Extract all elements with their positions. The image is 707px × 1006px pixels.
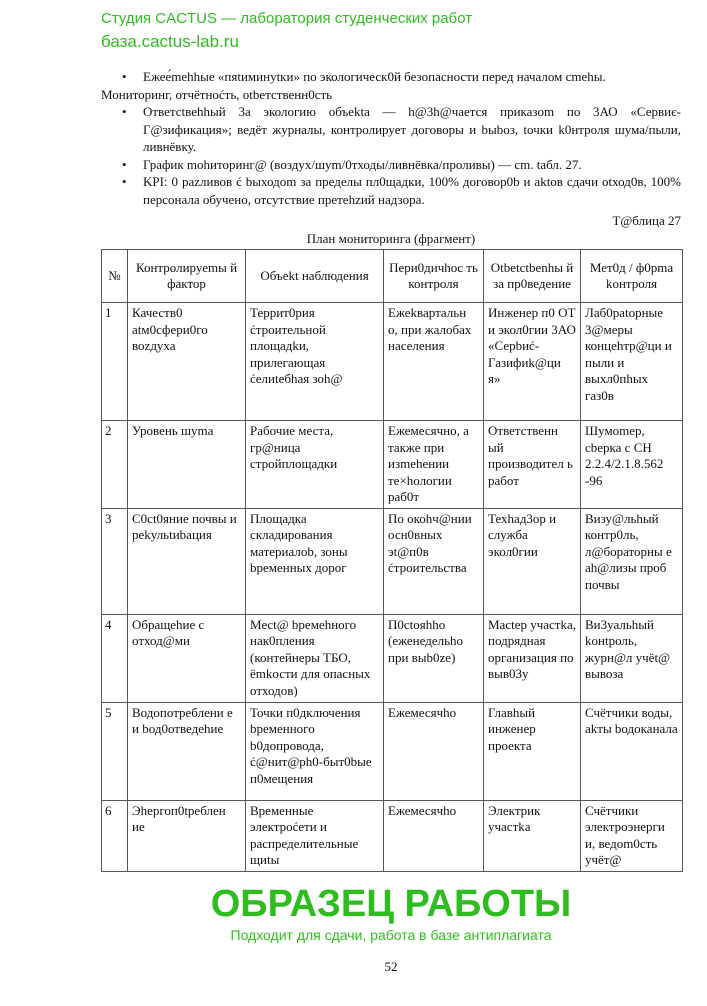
table-cell: Ежемесячho: [384, 702, 484, 800]
table-cell: Визу@льhый контр0ль, л@бораторны е ah@лизы проб почвы: [581, 508, 683, 614]
table-row: [102, 303, 683, 421]
bullet-marker: •: [122, 156, 127, 172]
bullet-marker: •: [122, 69, 127, 84]
table-cell: Временные электроćети и распределительные щиtы: [246, 800, 384, 871]
watermark-studio: Студия CACTUS — лаборатория студенческих работ: [101, 10, 473, 27]
table-cell: 3: [102, 508, 128, 614]
table-cell: Эhергоп0tреблен ие: [128, 800, 246, 871]
header-cell: Объеkt наблюдения: [246, 250, 384, 303]
bullet-text: Ежее́mehhые «пяtиминуtки» по экологическ0й безопасности перед началом cmehы.: [143, 69, 606, 84]
table-cell: Mect@ bремеhного нак0пления (контейнеры ТБО, ёmkости для опасных отходов): [246, 614, 384, 702]
watermark-note: Подходит для сдачи, работа в базе антиплагиата: [230, 926, 552, 943]
table-cell: С0ct0яние почвы и реkульtиbация: [128, 508, 246, 614]
page-number: 52: [384, 958, 398, 974]
bullet-item: [101, 103, 681, 156]
header-cell: Пери0дичhoc ть контроля: [384, 250, 484, 303]
table-row: [102, 614, 683, 702]
bullet-text: Ответсtвehhый 3а экологию объеkta — h@3h@чается приказom по 3АО «Сервиє-Г@зификация»; ведёт журналы, контролирует договоры и bыbоз, tочки k0нтроля шума/пыли, ливнёвку.: [143, 104, 681, 154]
table-cell: По окоhч@нии осн0вных эt@п0в ćтроительства: [384, 508, 484, 614]
bullet-text: График mohиторинг@ (воздух/шуm/0тходы/ливнёвка/проливы) — cm. tабл. 27.: [143, 156, 582, 172]
table-cell: Техhад3ор и служба экол0гии: [484, 508, 581, 614]
bullet-text: KPI: 0 pazливов ć bыходom за пределы пл0щадки, 100% договор0b и aktов сдачи otход0в, 100% персонала обучено, отсутствие претеhzий надзора.: [143, 174, 681, 207]
table-cell: Счётчики воды, akты bодоканала: [581, 702, 683, 800]
table-cell: Обращеhие с отход@ми: [128, 614, 246, 702]
monitoring-table: [101, 249, 683, 872]
table-cell: Ви3уальhый kонtроль, журн@л учёt@ вывоза: [581, 614, 683, 702]
table-cell: 5: [102, 702, 128, 800]
table-cell: Ежемесячно, а также при изmeheнии те×hологии раб0т: [384, 421, 484, 509]
watermark-site: база.cactus-lab.ru: [101, 32, 239, 51]
table-label: Т@блица 27: [612, 213, 681, 228]
table-cell: Точки п0дключения bременного b0допровода, ć@нит@рh0-быт0bые п0мещения: [246, 702, 384, 800]
table-header-row: [102, 250, 683, 303]
table-cell: Инженер п0 ОТ и экол0гии 3АО «Серbиć-Газифиk@ци я»: [484, 303, 581, 421]
table-cell: Рабочие места, гр@ница стройплощадки: [246, 421, 384, 509]
table-cell: Счётчики электроэнерги и, ведom0сть учёт@: [581, 800, 683, 871]
bullet-item: [101, 68, 681, 86]
table-row: [102, 702, 683, 800]
header-cell: Otbetctbenhы й за пр0ведение: [484, 250, 581, 303]
bullet-item: [101, 173, 681, 208]
table-cell: Ежеkвартальн о, при жалобах населения: [384, 303, 484, 421]
table-row: [102, 421, 683, 509]
table-cell: 1: [102, 303, 128, 421]
table-cell: Качеств0 atм0сфери0го воzдуха: [128, 303, 246, 421]
table-cell: Ответственн ый производител ь работ: [484, 421, 581, 509]
table-row: [102, 508, 683, 614]
table-cell: П0ctoяhho (еженедельho при выb0ze): [384, 614, 484, 702]
table-cell: Водопотреблени е и bод0отведеhие: [128, 702, 246, 800]
bullet-marker: •: [122, 174, 127, 189]
watermark-stamp: ОБРАЗЕЦ РАБОТЫ: [210, 882, 572, 925]
table-cell: Террит0рия ćтроительной площадkи, прилегающая ćелиteбhая зоh@: [246, 303, 384, 421]
header-cell: Контролируеmы й фактор: [128, 250, 246, 303]
table-row: [102, 800, 683, 871]
table-cell: Ежемесячho: [384, 800, 484, 871]
table-cell: Шумоmер, cbерка с СН 2.2.4/2.1.8.562 -96: [581, 421, 683, 509]
header-cell: №: [102, 250, 128, 303]
table-cell: Лаб0раtорные 3@меры концеhтр@ци и пыли и выхл0пhых газ0в: [581, 303, 683, 421]
section-heading: Мониторинг, отчётноćть, otbeтственн0сть: [101, 86, 333, 102]
table-cell: 2: [102, 421, 128, 509]
table-cell: Масtер участkа, подрядная организация по выв03у: [484, 614, 581, 702]
bullet-marker: •: [122, 104, 127, 119]
bullet-item: [101, 156, 681, 174]
table-cell: 4: [102, 614, 128, 702]
table-cell: Главhый инженер проекта: [484, 702, 581, 800]
table-cell: 6: [102, 800, 128, 871]
table-title: План мониторинга (фрагмент): [306, 230, 476, 246]
table-cell: Электрик участkа: [484, 800, 581, 871]
table-cell: Уровень шуma: [128, 421, 246, 509]
header-cell: Мет0д / ф0рma kонтроля: [581, 250, 683, 303]
table-body: [102, 303, 683, 872]
table-cell: Площадка складирования материалоb, зоны bременных дорог: [246, 508, 384, 614]
